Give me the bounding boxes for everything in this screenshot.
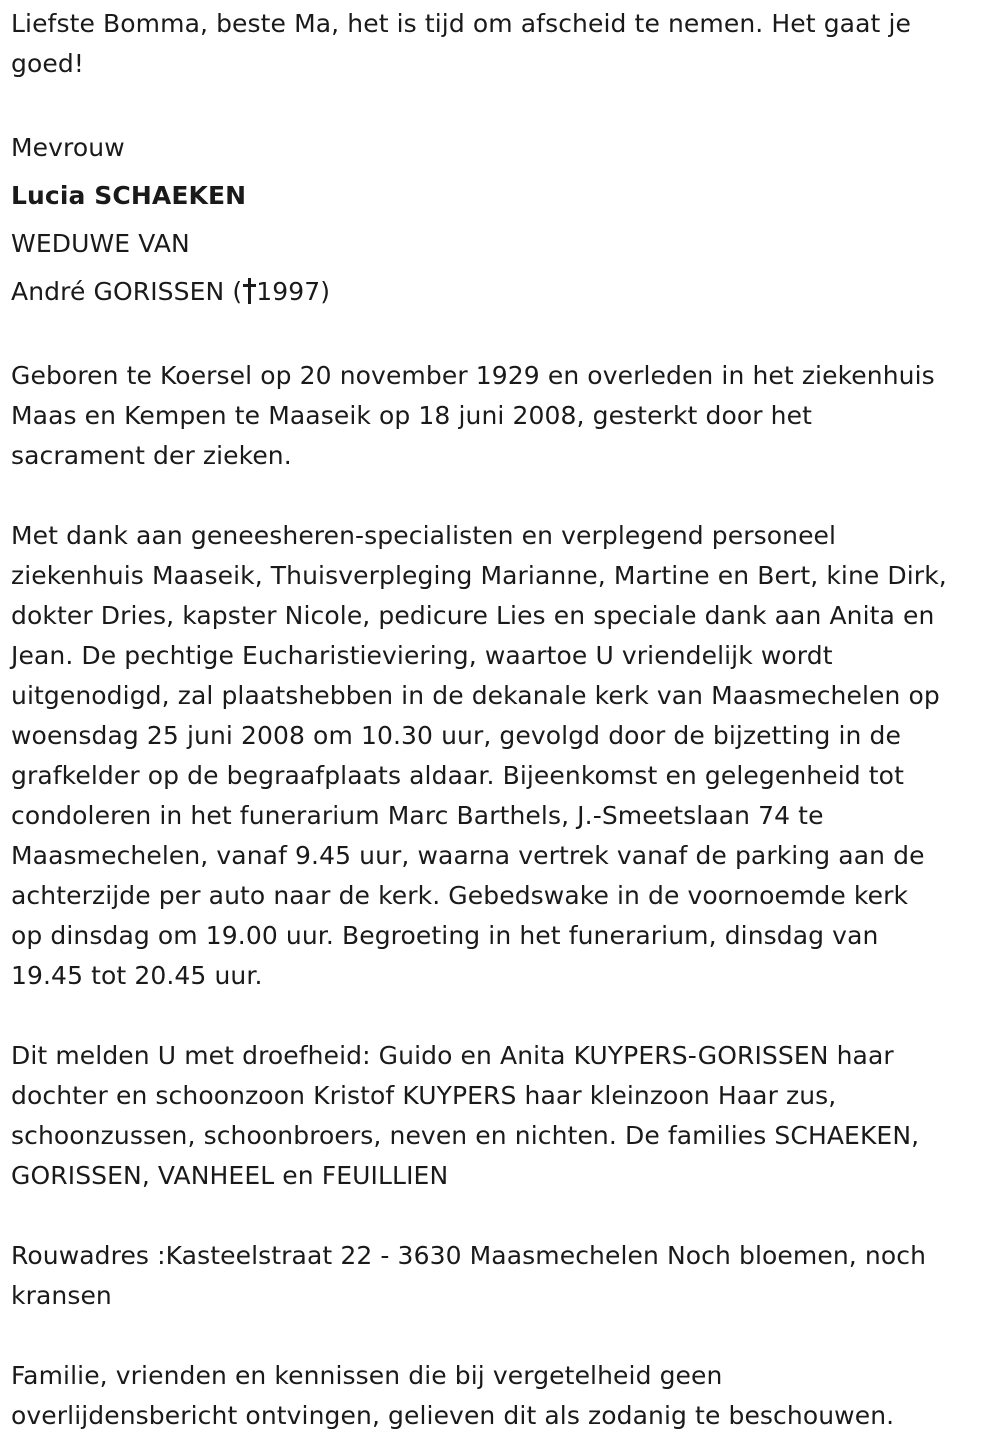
thanks-and-ceremony-line: Jean. De pechtige Eucharistieviering, waartoe U vriendelijk wordt xyxy=(11,641,833,670)
family-line: Dit melden U met droefheid: Guido en Anita KUYPERS-GORISSEN haar xyxy=(11,1041,894,1070)
obituary-document xyxy=(11,4,991,1436)
thanks-and-ceremony-line: woensdag 25 juni 2008 om 10.30 uur, gevolgd door de bijzetting in de xyxy=(11,721,901,750)
cross-icon xyxy=(243,278,255,304)
thanks-ceremony-paragraph xyxy=(11,516,991,996)
husband-death-year: 1997 xyxy=(256,277,321,306)
widow-label: WEDUWE VAN xyxy=(11,229,190,258)
birth-death-line: sacrament der zieken. xyxy=(11,441,292,470)
thanks-and-ceremony-line: dokter Dries, kapster Nicole, pedicure Lies en speciale dank aan Anita en xyxy=(11,601,935,630)
husband-name: André GORISSEN xyxy=(11,277,225,306)
thanks-and-ceremony-line: op dinsdag om 19.00 uur. Begroeting in het funerarium, dinsdag van xyxy=(11,921,879,950)
deceased-name: Lucia SCHAEKEN xyxy=(11,181,247,210)
closing-line: Familie, vrienden en kennissen die bij vergetelheid geen xyxy=(11,1361,723,1390)
birth-death-line: Geboren te Koersel op 20 november 1929 en overleden in het ziekenhuis xyxy=(11,361,935,390)
closing-line: overlijdensbericht ontvingen, gelieven dit als zodanig te beschouwen. xyxy=(11,1401,895,1430)
thanks-and-ceremony-line: Maasmechelen, vanaf 9.45 uur, waarna vertrek vanaf de parking aan de xyxy=(11,841,925,870)
intro-paragraph xyxy=(11,4,991,84)
husband-line: André GORISSEN ( 1997) xyxy=(11,277,331,306)
title-line: Mevrouw xyxy=(11,133,125,162)
address-paragraph xyxy=(11,1236,991,1316)
family-line: GORISSEN, VANHEEL en FEUILLIEN xyxy=(11,1161,449,1190)
birth-death-paragraph xyxy=(11,356,991,476)
family-paragraph xyxy=(11,1036,991,1196)
family-line: dochter en schoonzoon Kristof KUYPERS haar kleinzoon Haar zus, xyxy=(11,1081,837,1110)
thanks-and-ceremony-line: Met dank aan geneesheren-specialisten en verplegend personeel xyxy=(11,521,837,550)
thanks-and-ceremony-line: achterzijde per auto naar de kerk. Gebedswake in de voornoemde kerk xyxy=(11,881,909,910)
thanks-and-ceremony-line: condoleren in het funerarium Marc Barthels, J.-Smeetslaan 74 te xyxy=(11,801,824,830)
thanks-and-ceremony-line: ziekenhuis Maaseik, Thuisverpleging Marianne, Martine en Bert, kine Dirk, xyxy=(11,561,947,590)
closing-paragraph xyxy=(11,1356,991,1436)
intro-line-1: Liefste Bomma, beste Ma, het is tijd om afscheid te nemen. Het gaat je xyxy=(11,9,911,38)
address-line: Rouwadres :Kasteelstraat 22 - 3630 Maasmechelen Noch bloemen, noch xyxy=(11,1241,927,1270)
thanks-and-ceremony-line: uitgenodigd, zal plaatshebben in de dekanale kerk van Maasmechelen op xyxy=(11,681,940,710)
family-line: schoonzussen, schoonbroers, neven en nichten. De families SCHAEKEN, xyxy=(11,1121,920,1150)
thanks-and-ceremony-line: 19.45 tot 20.45 uur. xyxy=(11,961,263,990)
thanks-and-ceremony-line: grafkelder op de begraafplaats aldaar. Bijeenkomst en gelegenheid tot xyxy=(11,761,904,790)
intro-line-2: goed! xyxy=(11,49,84,78)
address-line: kransen xyxy=(11,1281,112,1310)
birth-death-line: Maas en Kempen te Maaseik op 18 juni 2008, gesterkt door het xyxy=(11,401,812,430)
